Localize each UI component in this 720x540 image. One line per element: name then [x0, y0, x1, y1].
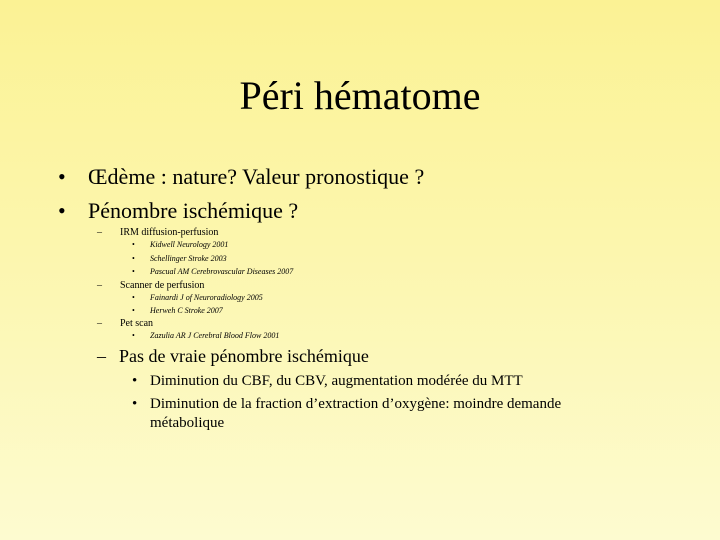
ref-schellinger: Schellinger Stroke 2003 [150, 254, 227, 263]
conclusion-heading: Pas de vraie pénombre ischémique [119, 346, 369, 366]
section-irm-label: IRM diffusion-perfusion [120, 227, 219, 238]
bullet-marker: • [58, 198, 66, 223]
point-diminution-cbf: Diminution du CBF, du CBV, augmentation modérée du MTT [150, 373, 523, 389]
point-marker: • [132, 373, 138, 389]
ref-marker: • [132, 240, 135, 249]
ref-marker: • [132, 306, 135, 315]
ref-fainardi: Fainardi J of Neuroradiology 2005 [150, 293, 263, 302]
ref-marker: • [132, 254, 135, 263]
point-marker: • [132, 396, 138, 412]
bullet-oedeme: Œdème : nature? Valeur pronostique ? [88, 164, 425, 189]
dash-marker: – [97, 227, 102, 238]
dash-marker: – [97, 280, 102, 291]
point-diminution-fraction-cont: métabolique [150, 415, 225, 431]
dash-marker: – [97, 346, 106, 366]
ref-kidwell: Kidwell Neurology 2001 [150, 240, 229, 249]
ref-zazulia: Zazulia AR J Cerebral Blood Flow 2001 [150, 331, 280, 340]
bullet-marker: • [58, 164, 66, 189]
section-pet-label: Pet scan [120, 318, 154, 329]
ref-herweh: Herweh C Stroke 2007 [150, 306, 223, 315]
dash-marker: – [97, 318, 102, 329]
slide-title: Péri hématome [239, 73, 481, 118]
ref-marker: • [132, 267, 135, 276]
ref-marker: • [132, 331, 135, 340]
ref-pascual: Pascual AM Cerebrovascular Diseases 2007 [150, 267, 294, 276]
section-scanner-label: Scanner de perfusion [120, 280, 205, 291]
bullet-penombre: Pénombre ischémique ? [88, 198, 299, 223]
ref-marker: • [132, 293, 135, 302]
point-diminution-fraction: Diminution de la fraction d’extraction d’oxygène: moindre demande [150, 396, 562, 412]
